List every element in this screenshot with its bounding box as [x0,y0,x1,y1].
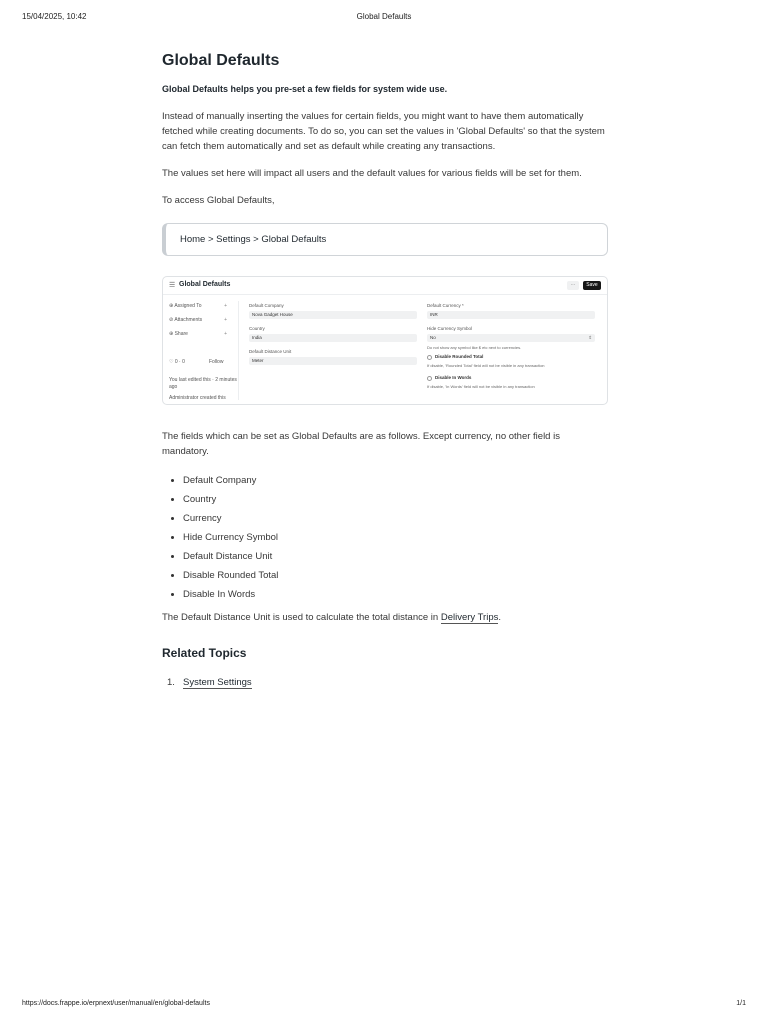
select-arrows-icon: ⇕ [588,335,592,340]
menu-icon: ☰ [169,282,176,289]
list-item-label: Hide Currency Symbol [183,532,279,543]
checkbox-icon [427,376,432,381]
sidebar-assigned-to [169,303,229,311]
hide-symbol-select [427,334,595,342]
follow-label: Follow [209,359,224,365]
navigation-path-callout: Home > Settings > Global Defaults [162,223,608,256]
related-topics-heading: Related Topics [162,646,247,660]
intro-paragraph: Instead of manually inserting the values for certain fields, you might want to have them automatically fetched while creating documents. To do so, you can set the values in 'Global Defaults' so that the system can fetch them automatically and set as default while creating any transactions. [162,111,605,152]
list-item [162,549,608,568]
share-icon: ⊕ [169,331,174,337]
print-timestamp: 15/04/2025, 10:42 [22,12,87,21]
default-currency-field: INR [427,311,595,319]
delivery-trips-link[interactable]: Delivery Trips [440,612,499,623]
print-page-number: 1/1 [736,1000,746,1007]
print-url: https://docs.frappe.io/erpnext/user/manual/en/global-defaults [22,1000,210,1007]
list-item-label: Disable Rounded Total [183,570,279,581]
article [162,50,608,690]
lead-text: Global Defaults helps you pre-set a few fields for system wide use. [162,84,448,94]
default-company-field: Nova Gadget House [249,311,417,319]
page-title: Global Defaults [162,52,280,69]
bullet-icon [171,536,174,539]
hide-symbol-note: Do not show any symbol like $ etc next to currencies. [427,345,522,350]
disable-words-label: Disable In Words [435,375,472,380]
bullet-icon [171,479,174,482]
list-item [162,675,608,690]
access-paragraph: To access Global Defaults, [162,195,275,206]
attachments-label: Attachments [174,317,203,323]
list-item-label: Country [183,494,217,505]
impact-paragraph: The values set here will impact all users and the default values for various fields will be set for them. [162,168,582,179]
country-label: Country [249,326,265,331]
default-currency-label: Default Currency * [427,303,464,308]
list-item [162,587,608,606]
hide-symbol-value: No [430,335,436,340]
list-item-label: Default Distance Unit [183,551,273,562]
bullet-icon [171,574,174,577]
sidebar-edited-note: You last edited this · 2 minutes ago [169,377,237,390]
list-item [162,511,608,530]
heart-icon: ♡ [169,359,174,365]
fields-intro-paragraph: The fields which can be set as Global Defaults are as follows. Except currency, no other field is mandatory. [162,431,560,457]
related-topics-list [162,675,608,690]
bullet-icon [171,593,174,596]
share-label: Share [174,331,188,337]
plus-icon: + [224,331,227,337]
list-item-label: Default Company [183,475,257,486]
distance-unit-field: Meter [249,357,417,365]
assigned-to-label: Assigned To [174,303,202,309]
sidebar-attachments [169,317,229,325]
bullet-icon [171,517,174,520]
sidebar-share [169,331,229,339]
default-company-label: Default Company [249,303,284,308]
paperclip-icon: ⊘ [169,317,174,323]
print-footer [22,1000,746,1010]
checkbox-icon [427,355,432,360]
sidebar-counts [169,359,235,365]
save-button: Save [583,281,601,290]
disable-words-note: If disable, 'In Words' field will not be visible in any transaction [427,384,535,389]
country-field: India [249,334,417,342]
system-settings-link[interactable]: System Settings [183,677,252,688]
user-icon: ⊕ [169,303,174,309]
sidebar-created-note: Administrator created this [169,395,226,401]
screenshot-title: Global Defaults [179,281,231,288]
sentence-end: . [498,612,502,623]
bullet-icon [171,555,174,558]
list-item [162,473,608,492]
screenshot-sidebar [167,301,239,400]
distance-unit-label: Default Distance Unit [249,349,292,354]
screenshot-header [163,277,607,295]
distance-unit-text: The Default Distance Unit is used to calculate the total distance in [162,612,441,623]
list-number: 1. [167,677,175,688]
distance-unit-paragraph [162,610,608,625]
list-item [162,492,608,511]
fields-list [162,473,608,606]
print-page-title: Global Defaults [356,12,412,21]
disable-rounded-note: If disable, 'Rounded Total' field will not be visible in any transaction [427,363,545,368]
more-button: ... [567,281,579,290]
list-item-label: Disable In Words [183,589,256,600]
like-comment-count: 0 · 0 [174,359,185,365]
list-item [162,568,608,587]
bullet-icon [171,498,174,501]
print-header [22,12,746,22]
disable-rounded-label: Disable Rounded Total [435,354,484,359]
plus-icon: + [224,303,227,309]
hide-symbol-label: Hide Currency Symbol [427,326,473,331]
plus-icon: + [224,317,227,323]
global-defaults-screenshot [162,276,608,405]
list-item-label: Currency [183,513,222,524]
list-item [162,530,608,549]
